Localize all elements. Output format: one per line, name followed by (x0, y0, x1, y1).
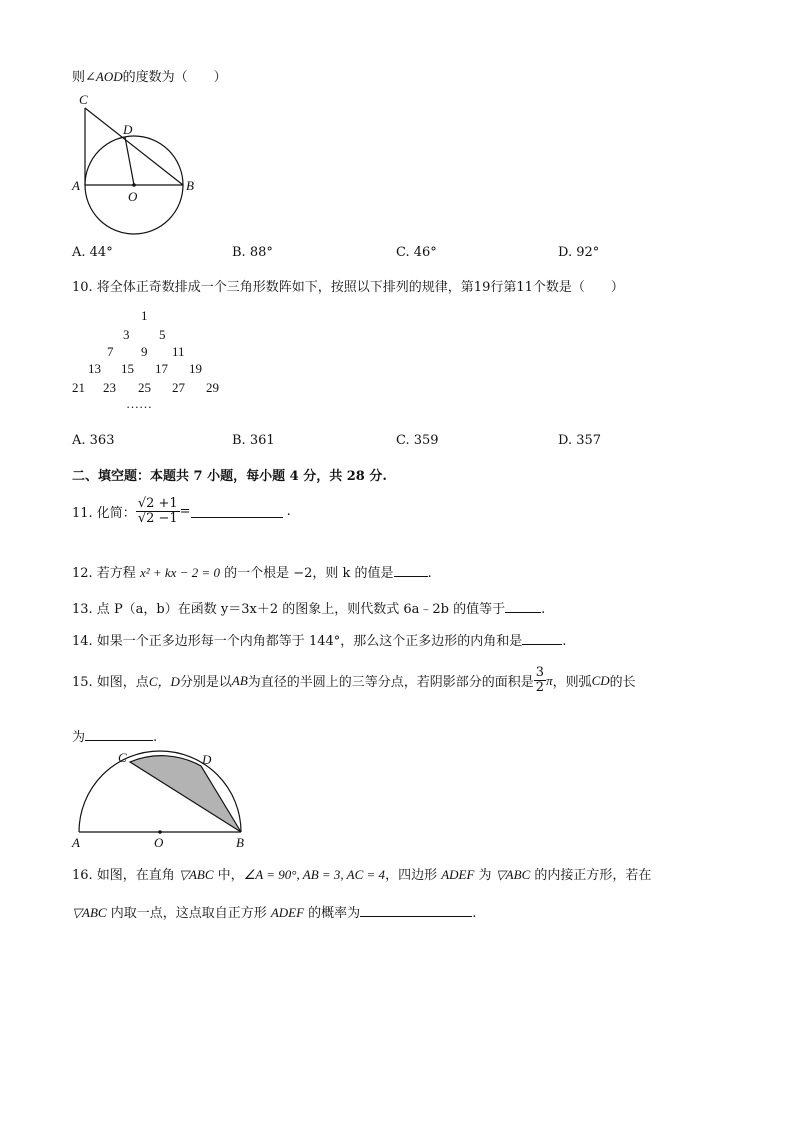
q9-segment-do (125, 137, 134, 185)
q15-label-d: D (202, 752, 212, 767)
q10-option-a: A. 363 (72, 433, 115, 448)
q16-text-c: ，四边形 (385, 868, 442, 883)
q10-stem: 10. 将全体正奇数排成一个三角形数阵如下，按照以下排列的规律，第19行第11个数是（ ） (72, 280, 624, 295)
q15-var-ab: AB (231, 672, 248, 688)
q15-var-cd: CD (591, 672, 610, 688)
q11-numerator: √2 +1 (137, 496, 178, 511)
q15-frac-den: 2 (535, 680, 545, 696)
q15-text-a: 15. 如图，点 (72, 675, 149, 691)
q16-triangle-2: ▽ABC (495, 867, 531, 882)
q15-pi: π (546, 672, 553, 688)
q10-row4-n2: 15 (121, 361, 134, 376)
q11-answer-blank[interactable] (191, 505, 283, 518)
q10-row3-n1: 7 (107, 344, 114, 359)
q10-option-d: D. 357 (558, 433, 602, 448)
q13-end: . (541, 602, 546, 617)
q10-row5-n4: 27 (172, 380, 185, 395)
q9-center-dot (132, 183, 136, 187)
q16-text-d: 为 (474, 868, 496, 883)
q10-row5-n3: 25 (138, 380, 151, 395)
q15-label-b: B (236, 835, 244, 850)
q10-row5-n1: 21 (72, 380, 85, 395)
q12 (72, 562, 432, 581)
q10-ellipsis: …… (126, 396, 152, 411)
q16-end: . (472, 906, 477, 921)
q13-text: 13. 点 P（a，b）在函数 y＝3x＋2 的图象上，则代数式 6a﹣2b 的值等于 (72, 602, 506, 617)
q10-row2-n2: 5 (159, 327, 166, 342)
q10-row3-n3: 11 (172, 344, 185, 359)
q15-figure (70, 746, 260, 852)
q16-square-1: ADEF (441, 867, 475, 882)
q15-center-dot (158, 830, 162, 834)
q15-frac-num: 3 (535, 665, 545, 680)
section2-heading: 二、填空题：本题共 7 小题，每小题 4 分，共 28 分. (72, 469, 387, 484)
q12-answer-blank[interactable] (394, 564, 428, 577)
q15-text-d: ，则弧 (552, 675, 592, 691)
q16-square-2: ADEF (270, 905, 305, 920)
q11 (72, 497, 291, 527)
q15-text-e: 的长 (609, 675, 636, 691)
q11-denominator: √2 −1 (137, 511, 178, 527)
q10-row4-n3: 17 (155, 361, 168, 376)
q10-row5-n2: 23 (103, 380, 116, 395)
q14-answer-blank[interactable] (522, 632, 562, 645)
q16-line2 (72, 902, 476, 921)
q13 (72, 598, 545, 617)
q16-text-e: 的内接正方形，若在 (530, 868, 652, 883)
q14-text: 14. 如果一个正多边形每一个内角都等于 144°，那么这个正多边形的内角和是 (72, 634, 523, 649)
q10-option-c: C. 359 (396, 433, 439, 448)
q16-text-a: 16. 如图，在直角 (72, 868, 179, 883)
q10-row2-n1: 3 (123, 327, 130, 342)
q10-row1-n1: 1 (141, 308, 148, 323)
q9-label-d: D (123, 122, 133, 137)
q15-line2 (72, 726, 157, 745)
q11-fraction (136, 497, 180, 527)
q11-end: . (286, 504, 291, 520)
q16-line1 (72, 864, 651, 883)
q16-triangle-3: ▽ABC (72, 905, 107, 920)
q9-label-a: A (72, 178, 80, 193)
q9-option-a: A. 44° (72, 245, 113, 260)
q9-label-b: B (186, 178, 194, 193)
q16-text-b: 中， (213, 868, 244, 883)
q10-row5-n5: 29 (206, 380, 219, 395)
q16-answer-blank[interactable] (360, 904, 472, 917)
q10-row3-n2: 9 (141, 344, 148, 359)
q9-label-o: O (128, 189, 138, 204)
q11-prefix: 11. 化简： (72, 506, 136, 522)
q15-text-c: 为直径的半圆上的三等分点，若阴影部分的面积是 (247, 675, 534, 691)
q9-figure (70, 90, 200, 240)
q15-fraction (534, 666, 546, 696)
q15-label-a: A (72, 835, 80, 850)
q9-option-d: D. 92° (558, 245, 600, 260)
q9-label-c: C (79, 92, 88, 107)
q16-text-g: 的概率为 (304, 906, 361, 921)
q15-vars-cd: C，D (148, 674, 180, 690)
q9-stem-angle: AOD (95, 69, 123, 84)
q9-stem-suffix: 的度数为（ ） (122, 70, 227, 85)
q12-middle: 的一个根是 −2，则 k 的值是 (219, 566, 394, 581)
q13-answer-blank[interactable] (505, 600, 541, 613)
q16-text-f: 内取一点，这点取自正方形 (106, 906, 271, 921)
q15-label-c: C (118, 750, 127, 765)
q16-triangle-1: ▽ABC (178, 867, 214, 882)
q12-end: . (427, 566, 432, 581)
q15-shaded-region (130, 756, 241, 832)
q15-text-b: 分别是以 (179, 675, 232, 691)
q9-stem-prefix: 则∠ (72, 70, 96, 85)
q15-label-o: O (154, 835, 164, 850)
q9-segment-cb (85, 108, 183, 185)
q14 (72, 630, 566, 649)
q15-line2-text: 为 (72, 730, 86, 745)
q9-option-c: C. 46° (396, 245, 437, 260)
q12-prefix: 12. 若方程 (72, 566, 140, 581)
q12-equation: x² + kx − 2 = 0 (139, 565, 220, 580)
q9-stem (72, 66, 227, 85)
q10-option-b: B. 361 (232, 433, 275, 448)
q15-line1 (72, 666, 636, 696)
q11-equals: = (179, 504, 191, 520)
q15-answer-blank[interactable] (85, 728, 153, 741)
q14-end: . (562, 634, 567, 649)
q16-condition: ∠A = 90°, AB = 3, AC = 4 (243, 867, 386, 882)
q10-row4-n4: 19 (189, 361, 202, 376)
q9-option-b: B. 88° (232, 245, 273, 260)
q15-end: . (153, 730, 158, 745)
q10-row4-n1: 13 (88, 361, 101, 376)
